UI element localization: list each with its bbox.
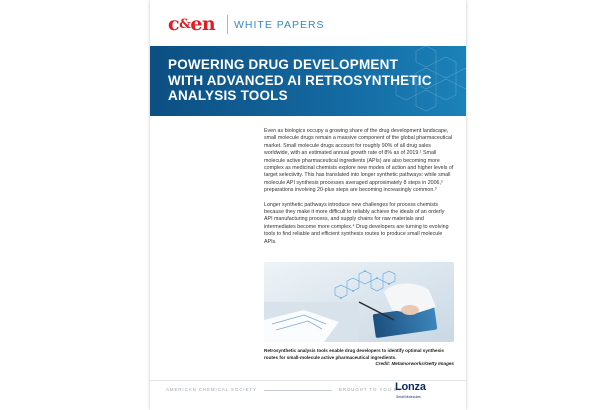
logo-letters-en: en (190, 13, 216, 35)
article-body (264, 128, 454, 253)
photo-credit: Credit: Metamorworks/Getty Images (375, 361, 454, 366)
masthead (150, 0, 466, 46)
publisher-label: AMERICAN CHEMICAL SOCIETY (166, 387, 257, 392)
white-paper-page (150, 0, 466, 410)
brought-by-label: BROUGHT TO YOU BY (339, 387, 402, 392)
masthead-divider (227, 15, 228, 34)
sponsor-logo[interactable]: Lonza (395, 381, 426, 393)
body-paragraph-2: Longer synthetic pathways introduce new challenges for process chemists because they make it more difficult to reliably achieve the ideals of an orderly API manufacturing process, and supply chains for raw materials and intermediates become more complex.⁴ Drug developers are turning to evolving tools to find reliable and efficient synthesis routes to produce small molecule APIs. (264, 201, 449, 245)
footer-rule-line (264, 390, 332, 391)
lab-photo (264, 262, 454, 342)
title-line-2: WITH ADVANCED AI RETROSYNTHETIC (168, 72, 432, 88)
logo-ampersand: & (179, 17, 191, 32)
title-line-3: ANALYSIS TOOLS (168, 88, 288, 103)
title-line-1: POWERING DRUG DEVELOPMENT (168, 57, 399, 72)
figure-caption: Retrosynthetic analysis tools enable drug developers to identify optimal synthesis routes for small-molecule active pharmaceutical ingredients. (264, 348, 444, 360)
logo-letter-c: c (168, 13, 180, 35)
section-label: WHITE PAPERS (234, 19, 325, 31)
sponsor-tagline: Small Molecules (396, 395, 421, 399)
cen-logo[interactable] (168, 13, 215, 35)
page-title (168, 57, 432, 104)
title-banner (150, 46, 466, 116)
lab-photo-illustration (264, 262, 454, 342)
body-paragraph-1: Even as biologics occupy a growing share of the drug development landscape, small molecule drugs remain a massive component of the global pharmaceutical market. Small molecule drugs account for roughly 90% of all drug sales worldwide, with an estimated annual growth rate of 8% as of 2019.¹ Small molecule active pharmaceutical ingredients (APIs) are also becoming more complex as medicinal chemists explore new modes of action and higher levels of target selectivity. This has translated into longer synthetic pathways: while small molecule API synthesis processes averaged approximately 8 steps in 2006,² preparations involving 20-plus steps are becoming increasingly common.³ (264, 128, 454, 194)
